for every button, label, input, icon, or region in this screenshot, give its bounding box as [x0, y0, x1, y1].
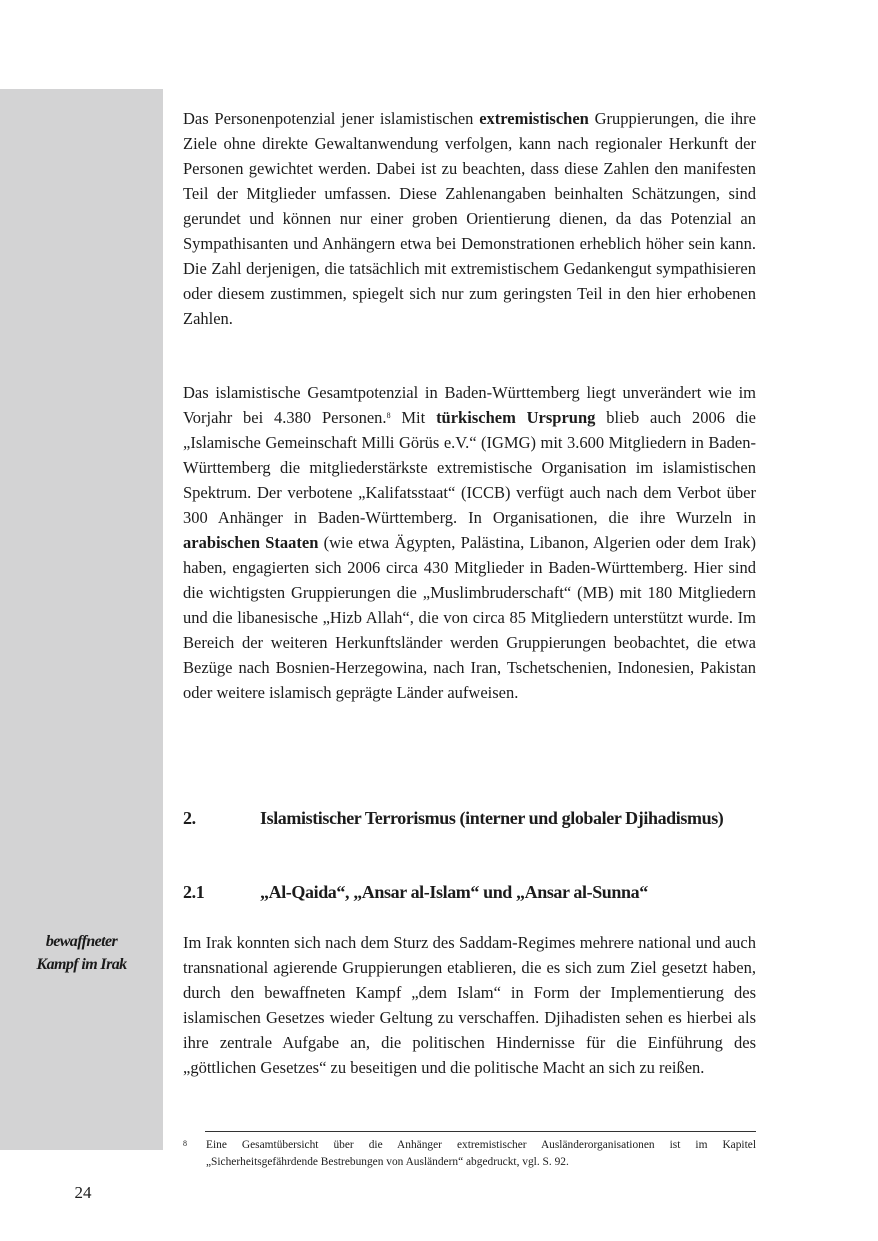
p2-text-b: Mit: [390, 408, 437, 427]
p2-text-d: (wie etwa Ägypten, Palästina, Libanon, Algerien oder dem Irak) haben, engagierten sich 2006 circa 430 Mitglieder in Baden-Württemberg. Hier sind die wichtigsten Gruppierungen die „Muslimbruderschaft“ (MB) mit 180 Mitgliedern und die libanesische „Hizb Allah“, die von circa 85 Mitgliedern unterstützt wurde. Im Bereich der weiteren Herkunftsländer werden Gruppierungen beobachtet, die etwa Bezüge nach Bosnien-Herzegowina, nach Iran, Tschetschenien, Indonesien, Pakistan oder weitere islamisch geprägte Länder aufweisen.: [183, 533, 756, 702]
section-number-2-1: 2.1: [183, 882, 205, 902]
section-title-2: Islamistischer Terrorismus (interner und globaler Djihadismus): [260, 808, 724, 828]
margin-note-line-2: Kampf im Irak: [36, 956, 127, 973]
margin-note: [0, 930, 163, 976]
paragraph-irak: [183, 930, 756, 1080]
p2-text-a: Das islamistische Gesamtpotenzial in Baden-Württemberg liegt unverändert wie im Vorjahr bei 4.380 Personen.: [183, 383, 756, 427]
footnote-number: 8: [183, 1139, 187, 1148]
p2-bold-tuerkischem-ursprung: türkischem Ursprung: [436, 408, 596, 427]
p1-bold-extremistischen: extremistischen: [479, 109, 589, 128]
section-number-2: 2.: [183, 808, 196, 828]
p3-text: Im Irak konnten sich nach dem Sturz des Saddam-Regimes mehrere national und auch transnational agierende Gruppierungen etablieren, die es sich zum Ziel gesetzt haben, durch den bewaffneten Kampf „dem Islam“ in Form der Implementierung des islamischen Gesetzes wieder Geltung zu verschaffen. Djihadisten sehen es hierbei als ihre zentrale Aufgabe an, die politischen Hindernisse für die Einführung des „göttlichen Gesetzes“ zu beseitigen und die politische Macht an sich zu reißen.: [183, 933, 756, 1077]
page-number: 24: [74, 1183, 92, 1202]
margin-note-line-1: bewaffneter: [45, 933, 118, 950]
p1-text-a: Das Personenpotenzial jener islamistischen: [183, 109, 480, 128]
footnote: [183, 1137, 756, 1171]
p1-text-b: Gruppierungen, die ihre Ziele ohne direkte Gewaltanwendung verfolgen, kann nach regionaler Herkunft der Personen gewichtet werden. Dabei ist zu beachten, dass diese Zahlen den manifesten Teil der Mitglieder umfassen. Diese Zahlenangaben beinhalten Schätzungen, sind gerundet und können nur einer groben Orientierung dienen, da das Potenzial an Sympathisanten und Anhängern etwa bei Demonstrationen erheblich höher sein kann. Die Zahl derjenigen, die tatsächlich mit extremistischem Gedankengut sympathisieren oder diesem zustimmen, spiegelt sich nur zum geringsten Teil in den hier erhobenen Zahlen.: [183, 109, 756, 328]
footnote-text: Eine Gesamtübersicht über die Anhänger extremistischer Ausländerorganisationen ist im Kapitel „Sicherheitsgefährdende Bestrebungen von Ausländern“ abgedruckt, vgl. S. 92.: [206, 1139, 756, 1168]
section-heading-2: [183, 805, 756, 831]
p2-text-c: blieb auch 2006 die „Islamische Gemeinschaft Milli Görüs e.V.“ (IGMG) mit 3.600 Mitgliedern in Baden-Württemberg die mitgliederstärkste extremistische Organisation im islamistischen Spektrum. Der verbotene „Kalifatsstaat“ (ICCB) verfügt auch nach dem Verbot über 300 Anhänger in Baden-Württemberg. In Organisationen, die ihre Wurzeln in: [183, 408, 757, 527]
paragraph-gesamtpotenzial: [183, 380, 756, 705]
margin-sidebar: [0, 89, 163, 1150]
paragraph-personenpotenzial: [183, 106, 756, 331]
footnote-reference: 8: [386, 411, 391, 420]
p2-bold-arabischen-staaten: arabischen Staaten: [183, 533, 319, 552]
section-title-2-1: „Al-Qaida“, „Ansar al-Islam“ und „Ansar al-Sunna“: [260, 882, 648, 902]
section-heading-2-1: [183, 879, 756, 905]
footnote-divider: [205, 1131, 756, 1132]
